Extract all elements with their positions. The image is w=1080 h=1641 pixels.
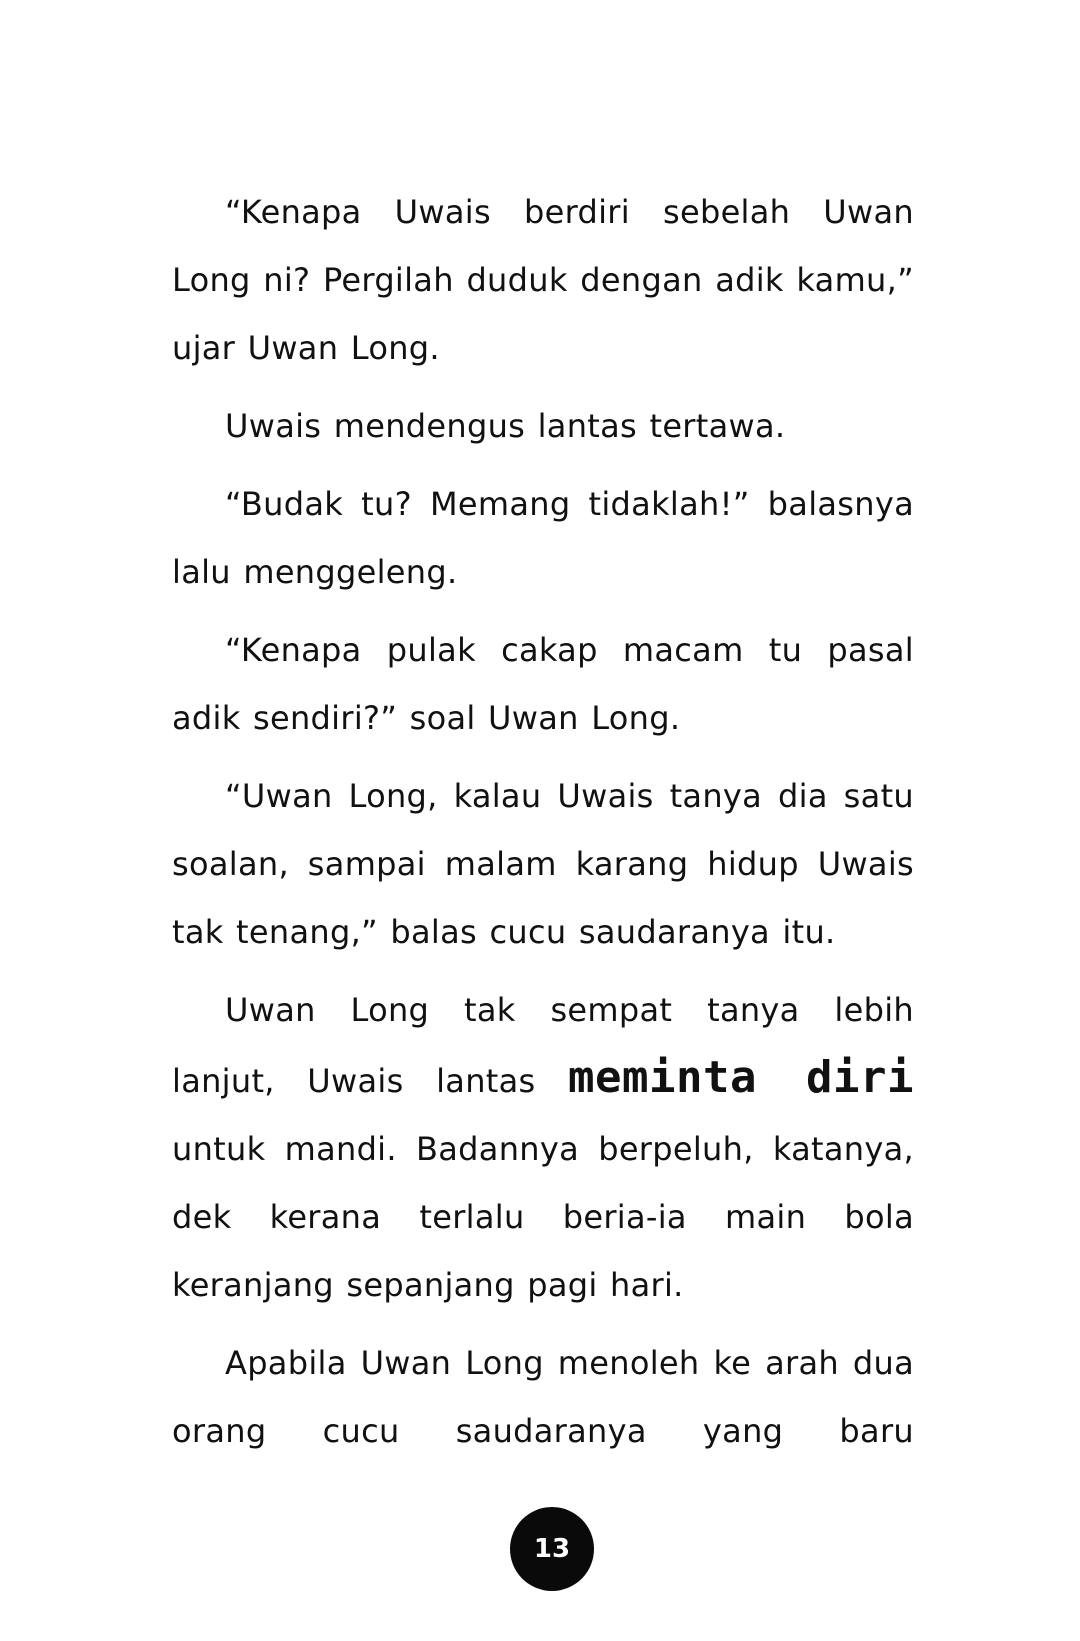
paragraph-6-before: Uwan Long tak sempat tanya lebih lanjut, Uwais lantas	[172, 991, 914, 1100]
paragraph-1: “Kenapa Uwais berdiri sebelah Uwan Long ni? Pergilah duduk dengan adik kamu,” ujar Uwan Long.	[172, 193, 914, 367]
paragraph-2: Uwais mendengus lantas tertawa.	[225, 407, 786, 445]
body-text	[172, 178, 914, 1475]
emphasized-phrase: meminta diri	[568, 1052, 914, 1103]
page-number: 13	[533, 1534, 571, 1564]
paragraph-6-after: untuk mandi. Badannya berpeluh, katanya, dek kerana terlalu beria-ia main bola keranjang sepanjang pagi hari.	[172, 1130, 914, 1304]
page-number-badge	[510, 1507, 594, 1591]
paragraph-7: Apabila Uwan Long menoleh ke arah dua orang cucu saudaranya yang baru	[172, 1344, 914, 1450]
paragraph-6	[172, 976, 914, 1319]
paragraph-4: “Kenapa pulak cakap macam tu pasal adik sendiri?” soal Uwan Long.	[172, 631, 914, 737]
paragraph-3: “Budak tu? Memang tidaklah!” balasnya lalu menggeleng.	[172, 485, 914, 591]
paragraph-5: “Uwan Long, kalau Uwais tanya dia satu soalan, sampai malam karang hidup Uwais tak tenang,” balas cucu saudaranya itu.	[172, 777, 914, 951]
